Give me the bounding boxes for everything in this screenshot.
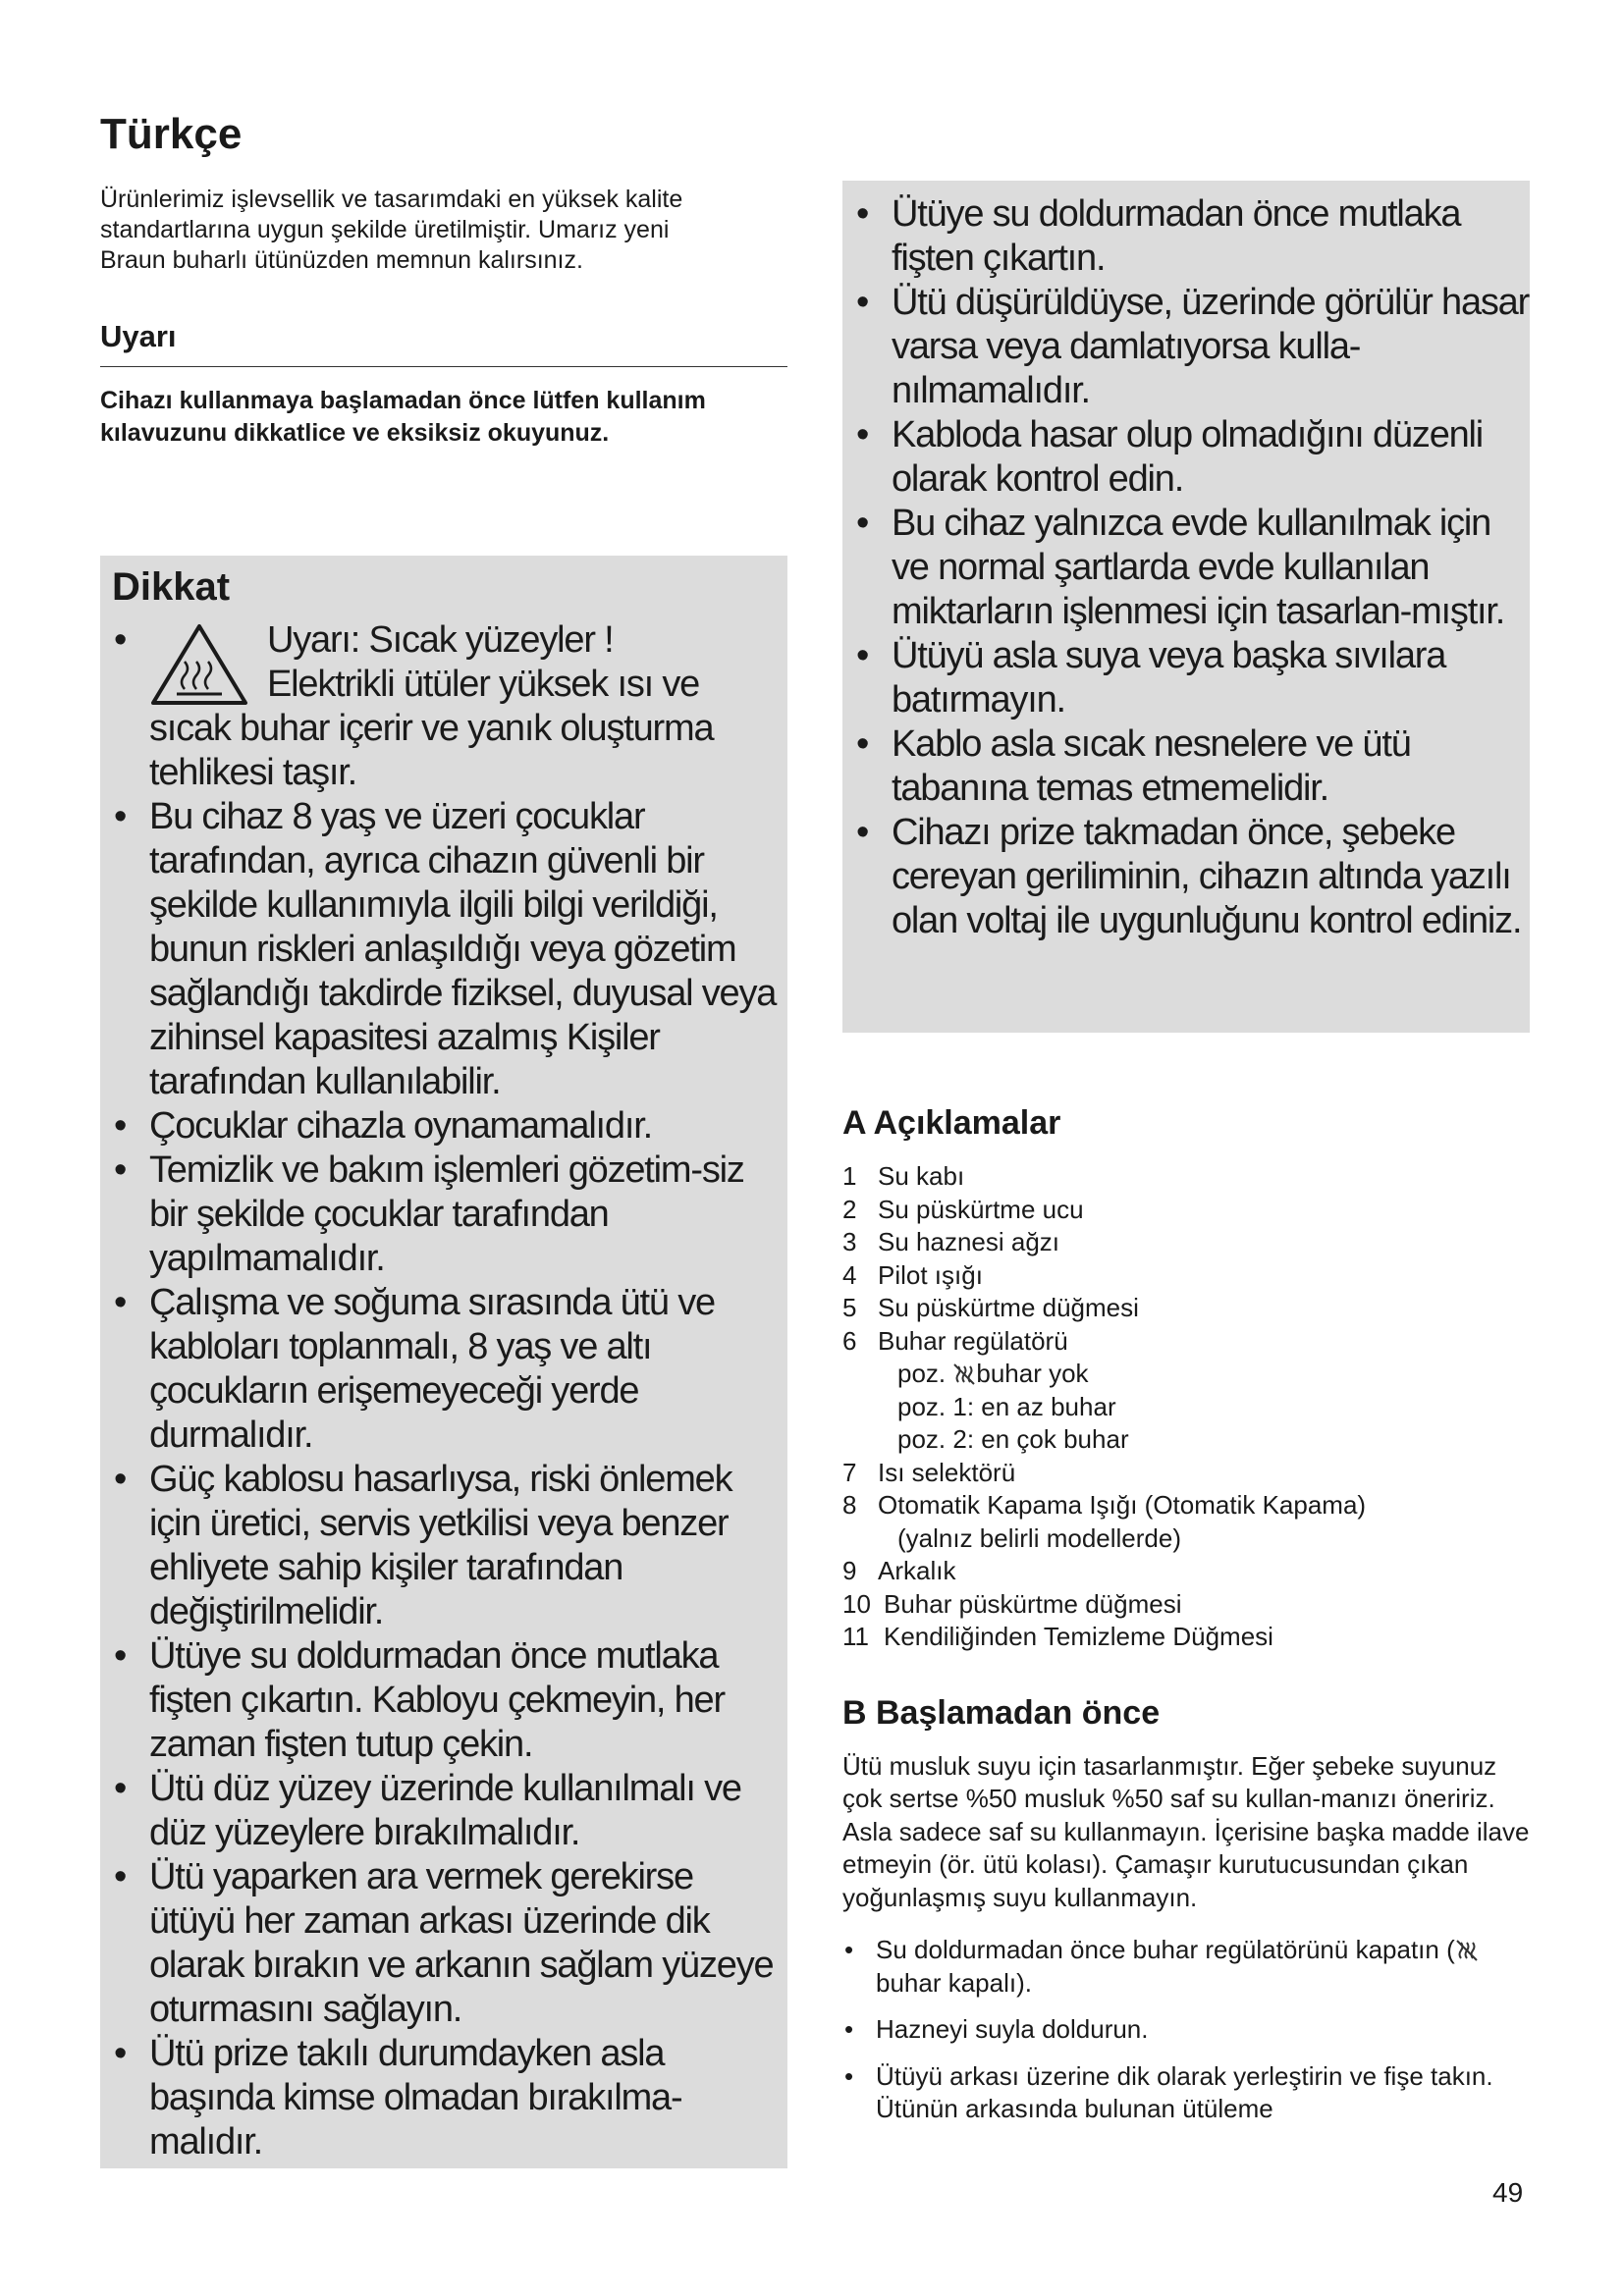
legend-item: 4 Pilot ışığı bbox=[842, 1259, 983, 1290]
section-b-text: Ütü musluk suyu için tasarlanmıştır. Eğer şebeke suyunuz çok sertse %50 musluk %50 saf su kullan-manızı öneririz. Asla sadece saf su kullanmayın. İçerisine başka madde ilave etmeyin (ör. ütü kolası). Çamaşır kurutucusundan çıkan yoğunlaşmış suyu kullanmayın. bbox=[842, 1750, 1530, 1912]
caution-title: Dikkat bbox=[112, 565, 231, 609]
legend-item: 5 Su püskürtme düğmesi bbox=[842, 1293, 1139, 1322]
caution-item: • Ütü düz yüzey üzerinde kullanılmalı ve düz yüzeylere bırakılmalıdır. bbox=[100, 1767, 787, 1855]
caution-list-left bbox=[100, 618, 787, 2164]
legend-item: 10 Buhar püskürtme düğmesi bbox=[842, 1588, 1182, 1619]
caution-item: • Güç kablosu hasarlıysa, riski önlemek için üretici, servis yetkilisi veya benzer ehliyete sahip kişiler tarafından değiştirilmelidir. bbox=[100, 1458, 787, 1634]
caution-box-right bbox=[842, 181, 1530, 1033]
intro-paragraph: Ürünlerimiz işlevsellik ve tasarımdaki en yüksek kalite standartlarına uygun şekilde üretilmiştir. Umarız yeni Braun buharlı ütünüzden memnun kalırsınız. bbox=[100, 186, 683, 274]
caution-item-hot-surface bbox=[100, 618, 787, 795]
legend-subitem: poz. 1: en az buhar bbox=[897, 1391, 1116, 1421]
caution-item: • Bu cihaz 8 yaş ve üzeri çocuklar tarafından, ayrıca cihazın güvenli bir şekilde kullanımıyla ilgili bilgi verildiği, bunun riskleri anlaşıldığı veya gözetim sağlandığı takdirde fiziksel, duyusal veya zihinsel kapasitesi azalmış Kişiler tarafından kullanılabilir. bbox=[100, 795, 787, 1104]
legend-item: 3 Su haznesi ağzı bbox=[842, 1227, 1060, 1256]
warning-heading: Uyarı bbox=[100, 317, 787, 367]
warning-bold-text: Cihazı kullanmaya başlamadan önce lütfen kullanım kılavuzunu dikkatlice ve eksiksiz okuyunuz. bbox=[100, 387, 706, 447]
legend-item: 8 Otomatik Kapama Işığı (Otomatik Kapama) bbox=[842, 1490, 1367, 1520]
caution-item: • Kablo asla sıcak nesnelere ve ütü tabanına temas etmemelidir. bbox=[842, 722, 1530, 811]
legend-item: 7 Isı selektörü bbox=[842, 1457, 1016, 1487]
steam-off-icon bbox=[952, 1362, 976, 1386]
caution-item: • Ütüye su doldurmadan önce mutlaka fişten çıkartın. bbox=[842, 192, 1530, 281]
page-title: Türkçe bbox=[100, 110, 243, 158]
steam-off-icon bbox=[1455, 1939, 1479, 1962]
section-b-heading: B Başlamadan önce bbox=[842, 1693, 1161, 1732]
caution-item: • Ütü yaparken ara vermek gerekirse ütüyü her zaman arkası üzerinde dik olarak bırakın ve arkanın sağlam yüzeye oturmasını sağlayın. bbox=[100, 1855, 787, 2032]
legend-item: 1 Su kabı bbox=[842, 1161, 965, 1191]
right-column bbox=[842, 1103, 1530, 2140]
legend-subitem: poz. buhar yok bbox=[897, 1359, 1089, 1388]
legend-list bbox=[842, 1160, 1530, 1654]
section-b-list bbox=[842, 1934, 1530, 2126]
legend-subitem: (yalnız belirli modellerde) bbox=[897, 1522, 1181, 1553]
section-b-item: • Su doldurmadan önce buhar regülatörünü kapatın ( buhar kapalı). bbox=[842, 1934, 1524, 2000]
caution-item: • Ütü prize takılı durumdayken asla başında kimse olmadan bırakılma-malıdır. bbox=[100, 2032, 787, 2164]
caution-item: • Temizlik ve bakım işlemleri gözetim-siz bir şekilde çocuklar tarafından yapılmamalıdır. bbox=[100, 1148, 787, 1281]
section-a-heading: A Açıklamalar bbox=[842, 1104, 1061, 1142]
caution-box-left bbox=[100, 556, 787, 2168]
hot-surface-warning-icon bbox=[149, 622, 249, 707]
caution-item: • Ütü düşürüldüyse, üzerinde görülür hasar varsa veya damlatıyorsa kulla-nılmamalıdır. bbox=[842, 281, 1530, 413]
section-b-item: • Hazneyi suyla doldurun. bbox=[842, 2013, 1524, 2047]
caution-item: • Çocuklar cihazla oynamamalıdır. bbox=[100, 1104, 787, 1148]
legend-item: 9 Arkalık bbox=[842, 1556, 956, 1585]
caution-list-right bbox=[842, 192, 1530, 943]
left-column bbox=[100, 110, 787, 450]
caution-item: • Ütüye su doldurmadan önce mutlaka fişten çıkartın. Kabloyu çekmeyin, her zaman fişten tutup çekin. bbox=[100, 1634, 787, 1767]
caution-item: • Cihazı prize takmadan önce, şebeke cereyan geriliminin, cihazın altında yazılı olan voltaj ile uygunluğunu kontrol ediniz. bbox=[842, 811, 1530, 943]
hot-surface-heading: Uyarı: Sıcak yüzeyler ! bbox=[267, 619, 614, 661]
hot-surface-text: Elektrikli ütüler yüksek ısı ve sıcak buhar içerir ve yanık oluşturma tehlikesi taşır. bbox=[149, 664, 714, 793]
legend-subitem: poz. 2: en çok buhar bbox=[897, 1424, 1129, 1454]
caution-item: • Bu cihaz yalnızca evde kullanılmak için ve normal şartlarda evde kullanılan miktarların işlenmesi için tasarlan-mıştır. bbox=[842, 502, 1530, 634]
caution-item: • Çalışma ve soğuma sırasında ütü ve kabloları toplanmalı, 8 yaş ve altı çocukların erişemeyeceği yerde durmalıdır. bbox=[100, 1281, 787, 1458]
legend-item: 11 Kendiliğinden Temizleme Düğmesi bbox=[842, 1622, 1273, 1651]
caution-item: • Ütüyü asla suya veya başka sıvılara batırmayın. bbox=[842, 634, 1530, 722]
page-number: 49 bbox=[1492, 2177, 1524, 2208]
caution-item: • Kabloda hasar olup olmadığını düzenli olarak kontrol edin. bbox=[842, 413, 1530, 502]
legend-item: 6 Buhar regülatörü bbox=[842, 1325, 1068, 1356]
section-b-item: • Ütüyü arkası üzerine dik olarak yerleştirin ve fişe takın. Ütünün arkasında bulunan ütüleme bbox=[842, 2060, 1524, 2126]
legend-item: 2 Su püskürtme ucu bbox=[842, 1194, 1084, 1224]
